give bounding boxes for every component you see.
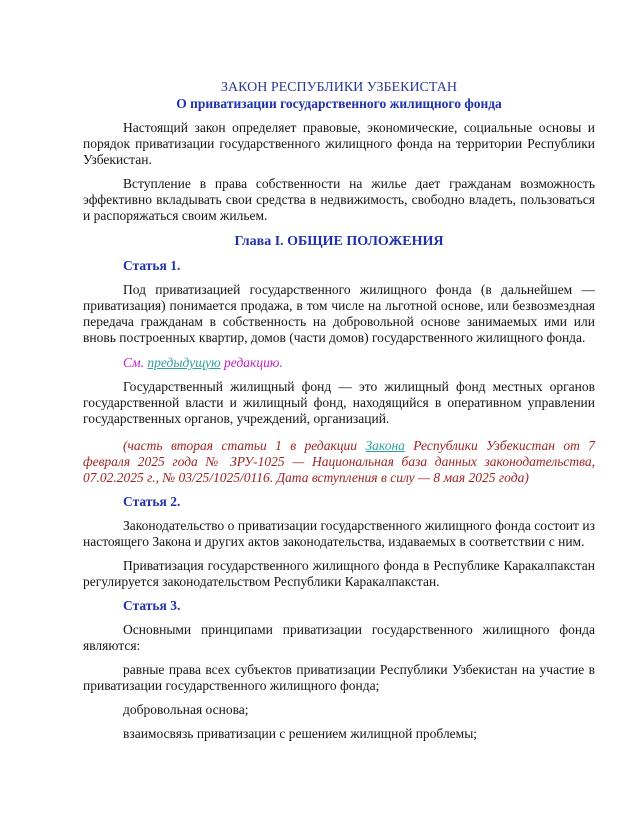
see-note-suffix: редакцию. (220, 355, 283, 370)
law-title: ЗАКОН РЕСПУБЛИКИ УЗБЕКИСТАН (221, 80, 457, 95)
article-3-heading: Статья 3. (123, 598, 181, 613)
amendment-note-suffix: Республики Узбекистан от 7 февраля 2025 года № ЗРУ-1025 — Национальная база данных законодательства, 07.02.2025 г., № 03/25/1025/0116. Дата вступления в силу — 8 мая 2025 года) (83, 438, 595, 485)
article-3-paragraph-3: добровольная основа; (123, 702, 249, 717)
article-3-paragraph-1: Основными принципами приватизации государственного жилищного фонда являются: (83, 622, 595, 653)
article-2-paragraph-1: Законодательство о приватизации государственного жилищного фонда состоит из настоящего Закона и других актов законодательства, издаваемых в соответствии с ним. (83, 518, 595, 549)
amendment-note (83, 438, 595, 486)
see-previous-edition-note (83, 355, 595, 371)
intro-paragraph-2: Вступление в права собственности на жилье дает гражданам возможность эффективно вкладывать свои средства в недвижимость, свободно владеть, пользоваться и распоряжаться своим жильем. (83, 176, 595, 223)
intro-paragraph-1: Настоящий закон определяет правовые, экономические, социальные основы и порядок приватизации государственного жилищного фонда на территории Республики Узбекистан. (83, 120, 595, 167)
law-subtitle: О приватизации государственного жилищного фонда (176, 96, 502, 111)
article-3-paragraph-2: равные права всех субъектов приватизации Республики Узбекистан на участие в приватизации государственного жилищного фонда; (83, 662, 595, 693)
article-1-paragraph-1: Под приватизацией государственного жилищного фонда (в дальнейшем — приватизация) понимается продажа, в том числе на льготной основе, или безвозмездная передача гражданам в собственность на добровольной основе занимаемых ими или вновь построенных квартир, домов (части домов) государственного жилищного фонда. (83, 282, 595, 345)
previous-edition-link[interactable]: предыдущую (147, 355, 221, 370)
amendment-law-link[interactable]: Закона (365, 438, 405, 453)
article-2-heading: Статья 2. (123, 494, 181, 509)
chapter-1-heading: Глава I. ОБЩИЕ ПОЛОЖЕНИЯ (234, 234, 444, 249)
article-1-heading: Статья 1. (123, 258, 181, 273)
see-note-prefix: См. (123, 355, 148, 370)
article-3-paragraph-4: взаимосвязь приватизации с решением жилищной проблемы; (123, 726, 478, 741)
article-2-paragraph-2: Приватизация государственного жилищного фонда в Республике Каракалпакстан регулируется законодательством Республики Каракалпакстан. (83, 558, 595, 589)
article-1-paragraph-2: Государственный жилищный фонд — это жилищный фонд местных органов государственной власти и жилищный фонд, находящийся в оперативном управлении государственных органов, учреждений, организаций. (83, 379, 595, 426)
amendment-note-prefix: (часть вторая статьи 1 в редакции (123, 438, 366, 453)
